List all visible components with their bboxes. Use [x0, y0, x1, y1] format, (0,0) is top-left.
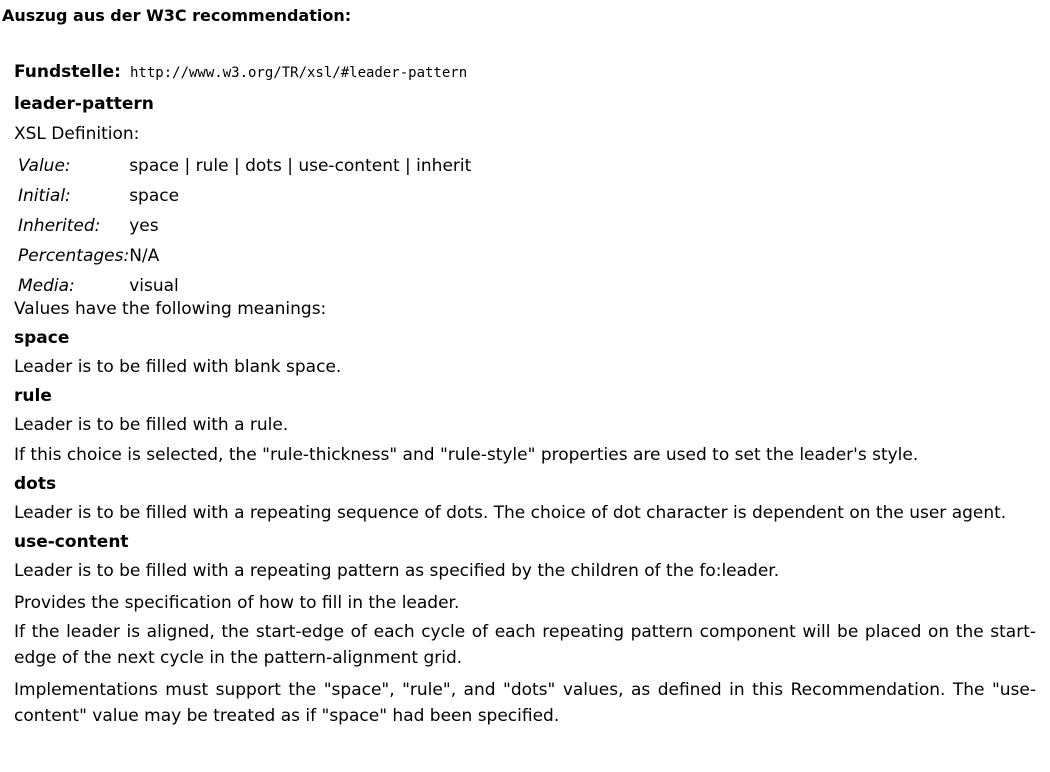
- definition-dots: Leader is to be filled with a repeating sequence of dots. The choice of dot character is dependent on the user agent.: [14, 503, 1007, 523]
- table-row: [18, 216, 471, 246]
- source-reference: [14, 58, 1036, 86]
- meanings-intro: Values have the following meanings:: [14, 299, 327, 319]
- table-row: [18, 246, 471, 276]
- media-value: visual: [129, 276, 179, 296]
- definition-space: Leader is to be filled with blank space.: [14, 357, 342, 377]
- value-key: Value:: [18, 156, 71, 176]
- inherited-key: Inherited:: [18, 216, 101, 236]
- term-dots: dots: [14, 474, 57, 494]
- source-label: Fundstelle:: [14, 62, 121, 82]
- term-rule: rule: [14, 386, 52, 406]
- initial-key: Initial:: [18, 186, 71, 206]
- term-space: space: [14, 328, 70, 348]
- definition-rule: Leader is to be filled with a rule.: [14, 415, 289, 435]
- definition-rule-detail: If this choice is selected, the "rule-thickness" and "rule-style" properties are used to set the leader's style.: [14, 445, 919, 465]
- xsl-definition-label: XSL Definition:: [14, 124, 140, 144]
- paragraph-specification: Provides the specification of how to fill in the leader.: [14, 593, 460, 613]
- initial-value: space: [129, 186, 180, 206]
- page-heading: Auszug aus der W3C recommendation:: [2, 6, 352, 25]
- percentages-key: Percentages:: [18, 246, 130, 266]
- table-row: [18, 186, 471, 216]
- source-url: http://www.w3.org/TR/xsl/#leader-pattern: [130, 65, 468, 81]
- percentages-value: N/A: [129, 246, 160, 266]
- value-value: space | rule | dots | use-content | inherit: [129, 156, 472, 176]
- paragraph-alignment: If the leader is aligned, the start-edge of each cycle of each repeating pattern component will be placed on the start-edge of the next cycle in the pattern-alignment grid.: [14, 622, 1036, 668]
- paragraph-implementations: Implementations must support the "space", "rule", and "dots" values, as defined in this Recommendation. The "use-content" value may be treated as if "space" had been specified.: [14, 680, 1036, 726]
- inherited-value: yes: [129, 216, 159, 236]
- property-name: leader-pattern: [14, 94, 154, 114]
- media-key: Media:: [18, 276, 75, 296]
- table-row: [18, 156, 471, 186]
- property-definition-table: [18, 156, 471, 306]
- definition-use-content: Leader is to be filled with a repeating pattern as specified by the children of the fo:leader.: [14, 561, 780, 581]
- recommendation-excerpt: [14, 58, 1036, 729]
- term-use-content: use-content: [14, 532, 129, 552]
